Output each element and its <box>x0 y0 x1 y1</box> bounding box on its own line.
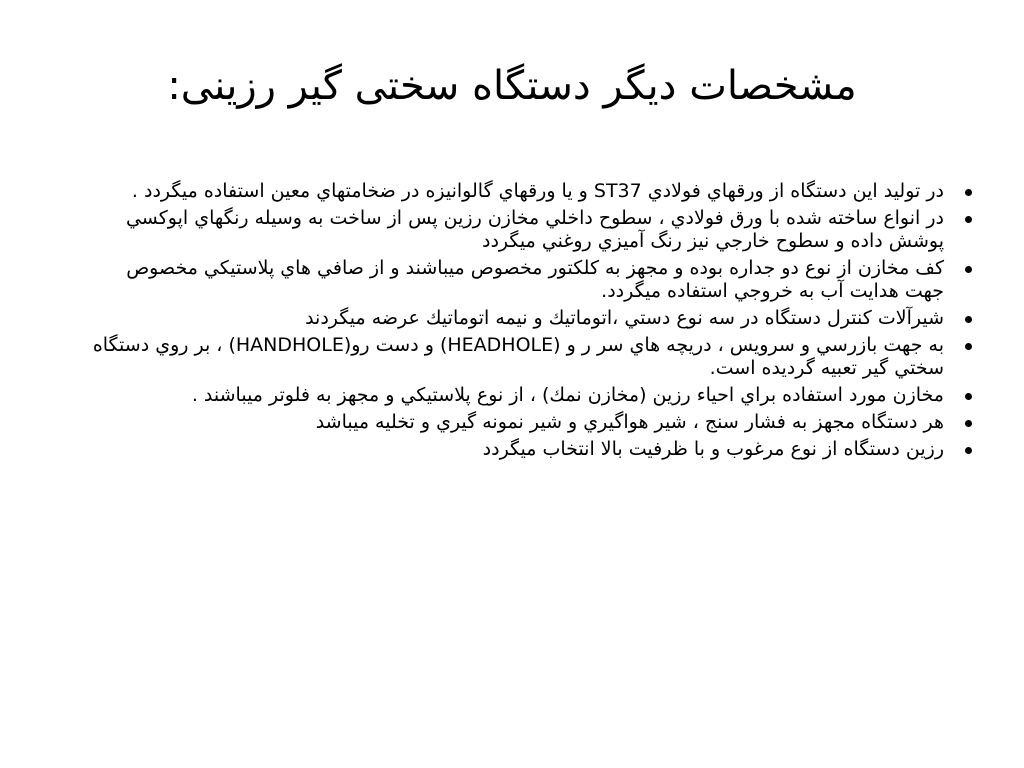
bullet-text: رزين دستگاه از نوع مرغوب و با ظرفيت بالا انتخاب ميگردد <box>482 438 944 460</box>
bullet-item <box>88 257 972 303</box>
bullet-text: مخازن مورد استفاده براي احياء رزين (مخازن نمك) ، از نوع پلاستيكي و مجهز به فلوتر ميباشند . <box>191 384 944 406</box>
bullet-dot-icon <box>965 266 972 273</box>
bullet-item <box>88 207 972 253</box>
slide-title: مشخصات ديگر دستگاه سختی گير رزينی: <box>167 63 857 109</box>
bullet-item <box>88 384 972 407</box>
bullet-list <box>88 180 972 465</box>
bullet-item <box>88 411 972 434</box>
bullet-dot-icon <box>965 447 972 454</box>
bullet-item <box>88 438 972 461</box>
bullet-item <box>88 307 972 330</box>
bullet-text: به جهت بازرسي و سرويس ، دريچه هاي سر ر و (HEADHOLE) و دست رو(HANDHOLE) ، بر روي دستگاه سختي گير تعبيه گرديده است. <box>92 334 944 379</box>
bullet-dot-icon <box>965 216 972 223</box>
bullet-text: در توليد اين دستگاه از ورقهاي فولادي ST37 و يا ورقهاي گالوانيزه در ضخامتهاي معين استفاده ميگردد . <box>131 180 944 202</box>
bullet-dot-icon <box>965 420 972 427</box>
bullet-text: شيرآلات كنترل دستگاه در سه نوع دستي ،اتوماتيك و نيمه اتوماتيك عرضه ميگردند <box>305 307 944 329</box>
bullet-text: كف مخازن از نوع دو جداره بوده و مجهز به كلكتور مخصوص ميباشند و از صافي هاي پلاستيكي مخصوص جهت هدايت آب به خروجي استفاده ميگردد. <box>126 257 944 302</box>
bullet-text: در انواع ساخته شده با ورق فولادي ، سطوح داخلي مخازن رزين پس از ساخت به وسيله رنگهاي اپوكسي پوشش داده و سطوح خارجي نيز رنگ آميزي روغني ميگردد <box>125 207 944 252</box>
bullet-item <box>88 334 972 380</box>
bullet-dot-icon <box>965 316 972 323</box>
bullet-dot-icon <box>965 189 972 196</box>
bullet-dot-icon <box>965 343 972 350</box>
bullet-item <box>88 180 972 203</box>
bullet-text: هر دستگاه مجهز به فشار سنج ، شير هواگيري و شير نمونه گيري و تخليه ميباشد <box>315 411 944 433</box>
bullet-dot-icon <box>965 393 972 400</box>
